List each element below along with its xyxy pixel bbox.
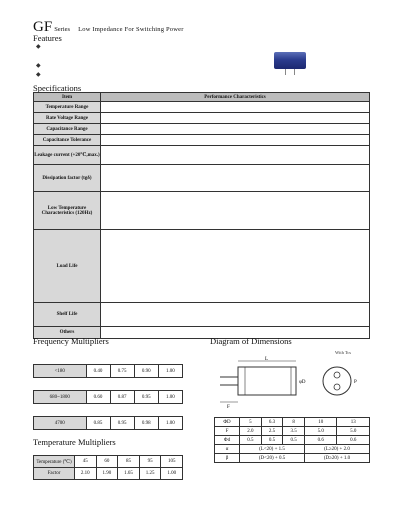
feature-bullet-1 (36, 43, 44, 50)
table-row: 4700 0.85 0.95 0.98 1.00 (34, 417, 183, 430)
spec-header-row (34, 93, 370, 102)
table-row: <180 0.40 0.75 0.90 1.00 (34, 365, 183, 378)
spec-row: Dissipation factor (tgδ) (34, 165, 370, 192)
dimension-label-d: φD (299, 380, 306, 385)
spec-row: Temperature Range (34, 102, 370, 113)
lead-hole-top (334, 372, 340, 378)
dimension-diagram (215, 355, 371, 413)
lead-hole-bottom (334, 384, 340, 390)
series-suffix: Series (54, 26, 71, 33)
feature-bullet-3 (36, 62, 44, 69)
series-description: Low Impedance For Switching Power (78, 26, 184, 33)
spec-row: Rate Voltage Range (34, 113, 370, 124)
temperature-multipliers-table (33, 455, 183, 480)
feature-bullet-4 (36, 71, 44, 78)
table-row (34, 378, 183, 391)
dimension-label-l: L (265, 357, 269, 362)
table-row: β (D<20) + 0.5 (D≥20) + 1.0 (215, 454, 370, 463)
dimension-label-p: P (354, 380, 357, 385)
spec-row: Capacitance Tolerance (34, 135, 370, 146)
specifications-table (33, 92, 370, 339)
table-row (34, 352, 183, 365)
bullet-icon: ◆ (36, 44, 41, 50)
capacitor-body (238, 367, 296, 395)
dimensions-table (214, 417, 370, 463)
spec-header-perf: Performance Characteristics (101, 93, 370, 102)
table-row: F 2.0 2.5 3.5 5.0 5.0 (215, 427, 370, 436)
temperature-multipliers-heading: Temperature Multipliers (33, 437, 116, 447)
table-row: ΦD 5 6.3 8 10 13 (215, 418, 370, 427)
frequency-multipliers-table (33, 352, 183, 430)
table-row: 680~1800 0.60 0.87 0.95 1.00 (34, 391, 183, 404)
table-row: Temperature (℃) 45 60 85 95 105 (34, 456, 183, 468)
feature-bullet-2 (45, 52, 48, 58)
spec-row: Load Life (34, 230, 370, 303)
frequency-multipliers-heading: Frequency Multipliers (33, 336, 109, 346)
spec-row: Shelf Life (34, 303, 370, 327)
specifications-heading: Specifications (33, 83, 82, 93)
spec-row: Low Temperature Characteristics (120Hz) (34, 192, 370, 230)
diagram-note: With Tcs (335, 350, 352, 355)
dimension-label-f: F (227, 405, 230, 410)
spec-header-item: Item (34, 93, 101, 102)
bullet-icon: ◆ (36, 72, 41, 78)
spec-row: Leakage current (+20℃,max.) (34, 146, 370, 165)
bullet-icon: ◆ (36, 63, 41, 69)
spec-row: Capacitance Range (34, 124, 370, 135)
table-row (34, 404, 183, 417)
table-row: α (L<20) + 1.5 (L≥20) + 2.0 (215, 445, 370, 454)
spec-row: Others (34, 327, 370, 339)
series-code: GF (33, 19, 53, 35)
diagram-heading: Diagram of Dimensions (210, 336, 292, 346)
table-row: Φd 0.5 0.5 0.5 0.6 0.6 (215, 436, 370, 445)
features-heading: Features (33, 33, 62, 43)
table-row: Factor 2.10 1.90 1.65 1.25 1.00 (34, 468, 183, 480)
capacitor-image (274, 52, 306, 69)
end-view-circle (323, 367, 351, 395)
